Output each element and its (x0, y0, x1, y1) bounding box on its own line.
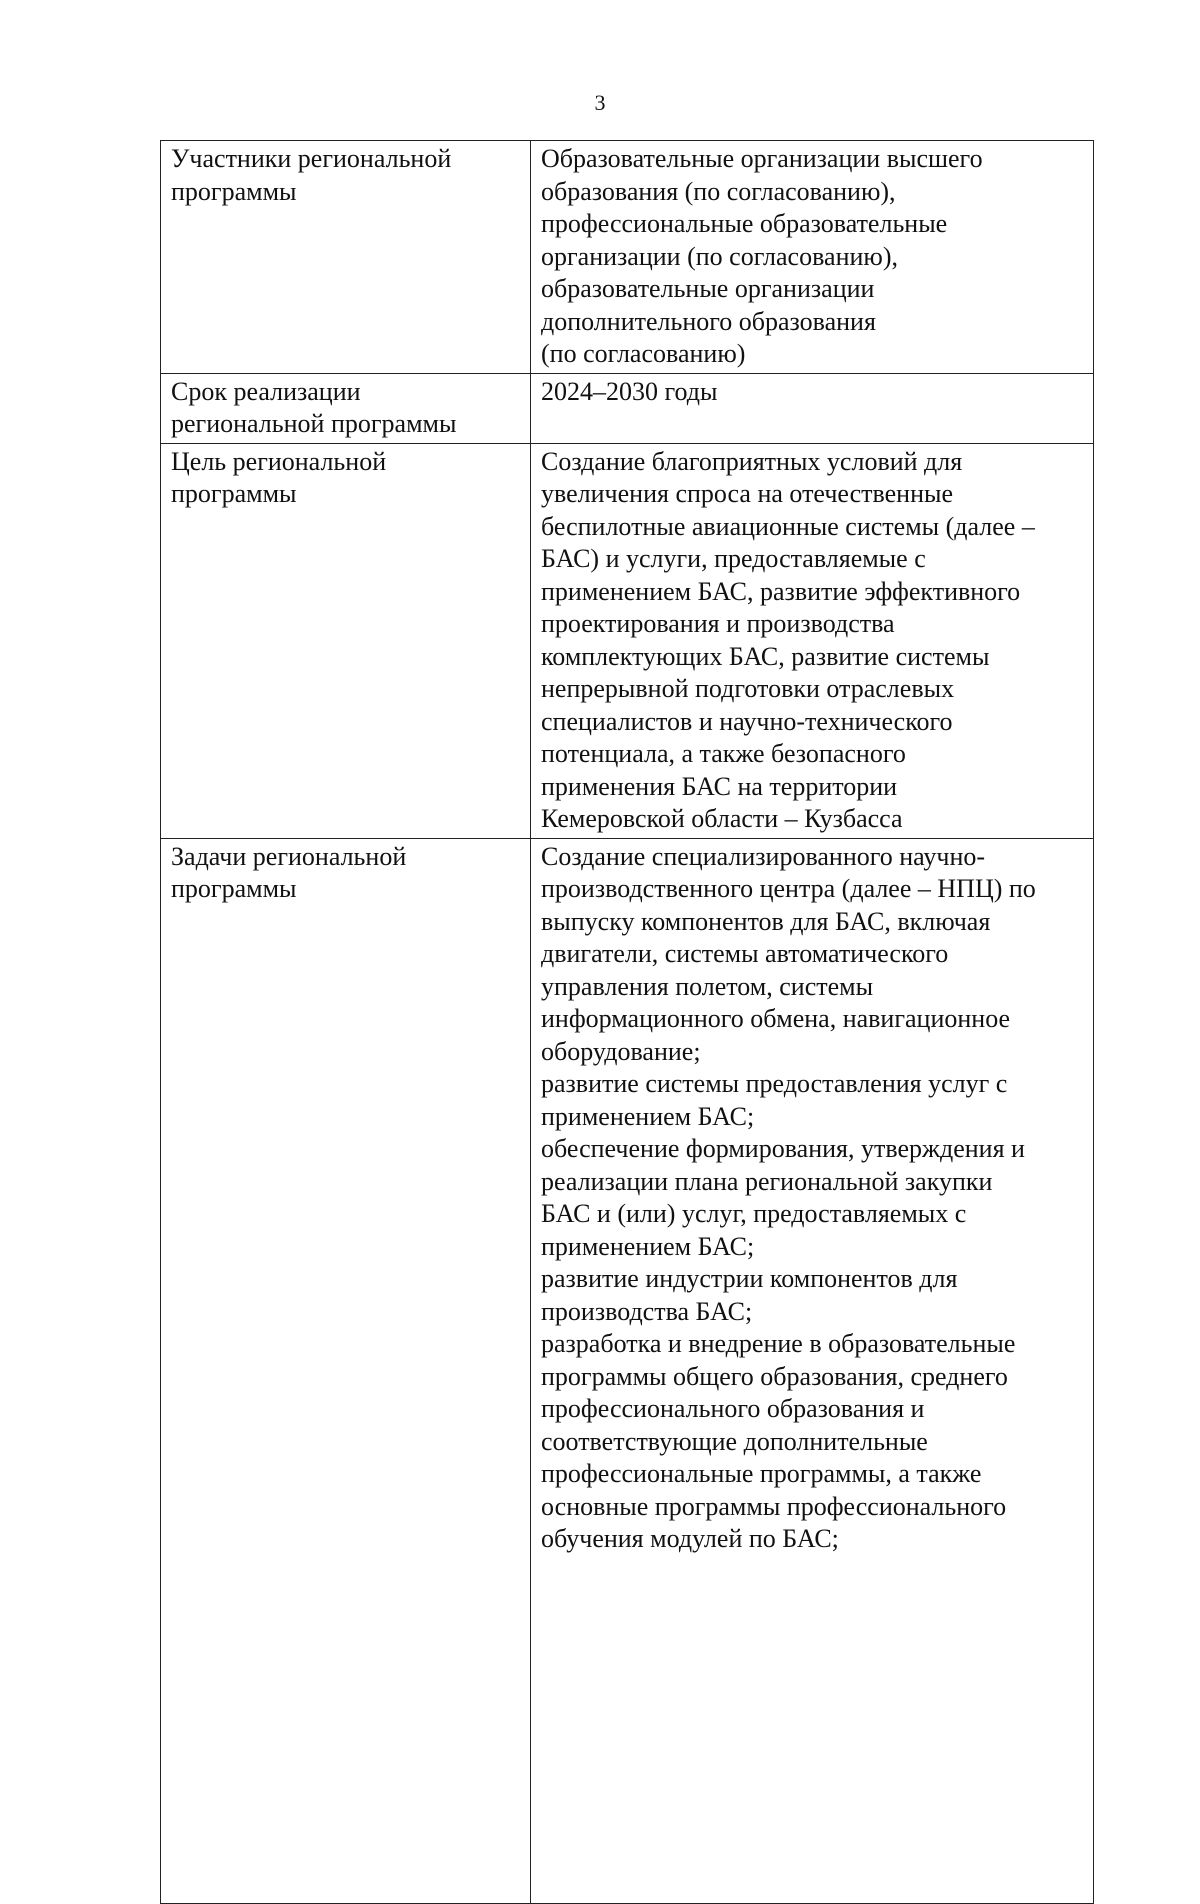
value-line: Создание благоприятных условий для (541, 446, 963, 476)
page-number: 3 (594, 90, 606, 115)
label-line: Цель региональной (171, 446, 387, 476)
label-line: программы (171, 176, 297, 206)
value-line: Образовательные организации высшего (541, 144, 983, 173)
value-line: информационного обмена, навигационное (541, 1004, 1011, 1033)
value-line: применением БАС; (541, 1101, 755, 1131)
value-line: применения БАС на территории (541, 771, 898, 801)
value-line: Кемеровской области – Кузбасса (541, 804, 903, 833)
row-value-term (531, 373, 1094, 443)
value-line: развитие системы предоставления услуг с (541, 1069, 1008, 1098)
value-line: применением БАС, развитие эффективного (541, 576, 1021, 606)
table-row-tasks (161, 838, 1094, 1903)
value-line: профессиональные программы, а также (541, 1459, 982, 1488)
value-line: организации (по согласованию), (541, 241, 898, 271)
value-line: специалистов и научно-технического (541, 706, 953, 736)
value-line: Создание специализированного научно- (541, 841, 986, 871)
label-line: региональной программы (171, 409, 457, 438)
value-line: образовательные организации (541, 274, 875, 303)
value-line: 2024–2030 годы (541, 376, 718, 406)
value-line: обеспечение формирования, утверждения и (541, 1134, 1025, 1163)
table-row-term (161, 373, 1094, 443)
row-value-goal (531, 443, 1094, 838)
label-line: Срок реализации (171, 376, 361, 406)
label-line: программы (171, 479, 297, 508)
value-line: разработка и внедрение в образовательные (541, 1329, 1016, 1358)
label-line: Задачи региональной (171, 841, 407, 871)
row-label-tasks (161, 838, 531, 1903)
value-line: (по согласованию) (541, 339, 746, 368)
table-row-participants (161, 141, 1094, 374)
value-line: БАС) и услуги, предоставляемые с (541, 544, 926, 573)
row-label-participants (161, 141, 531, 374)
value-line: двигатели, системы автоматического (541, 939, 949, 968)
program-passport-table (160, 140, 1094, 1904)
value-line: реализации плана региональной закупки (541, 1166, 993, 1196)
table-row-goal (161, 443, 1094, 838)
value-line: профессионального образования и (541, 1394, 925, 1423)
value-line: БАС и (или) услуг, предоставляемых с (541, 1199, 967, 1228)
value-line: основные программы профессионального (541, 1491, 1007, 1521)
value-line: применением БАС; (541, 1231, 755, 1261)
value-line: потенциала, а также безопасного (541, 739, 906, 768)
row-value-tasks (531, 838, 1094, 1903)
label-line: программы (171, 874, 297, 903)
value-line: развитие индустрии компонентов для (541, 1264, 958, 1293)
value-line: профессиональные образовательные (541, 209, 948, 238)
value-line: образования (по согласованию), (541, 176, 896, 206)
value-line: обучения модулей по БАС; (541, 1524, 839, 1553)
value-line: программы общего образования, среднего (541, 1361, 1008, 1391)
value-line: увеличения спроса на отечественные (541, 479, 953, 508)
value-line: выпуску компонентов для БАС, включая (541, 906, 991, 936)
row-value-participants (531, 141, 1094, 374)
value-line: оборудование; (541, 1036, 701, 1066)
value-line: соответствующие дополнительные (541, 1426, 928, 1456)
value-line: беспилотные авиационные системы (далее – (541, 511, 1035, 541)
value-line: дополнительного образования (541, 306, 876, 336)
value-line: управления полетом, системы (541, 971, 874, 1001)
value-line: непрерывной подготовки отраслевых (541, 674, 955, 703)
value-line: производственного центра (далее – НПЦ) по (541, 874, 1036, 903)
label-line: Участники региональной (171, 144, 452, 173)
row-label-goal (161, 443, 531, 838)
row-label-term (161, 373, 531, 443)
value-line: комплектующих БАС, развитие системы (541, 641, 990, 671)
value-line: проектирования и производства (541, 609, 895, 638)
value-line: производства БАС; (541, 1296, 753, 1326)
